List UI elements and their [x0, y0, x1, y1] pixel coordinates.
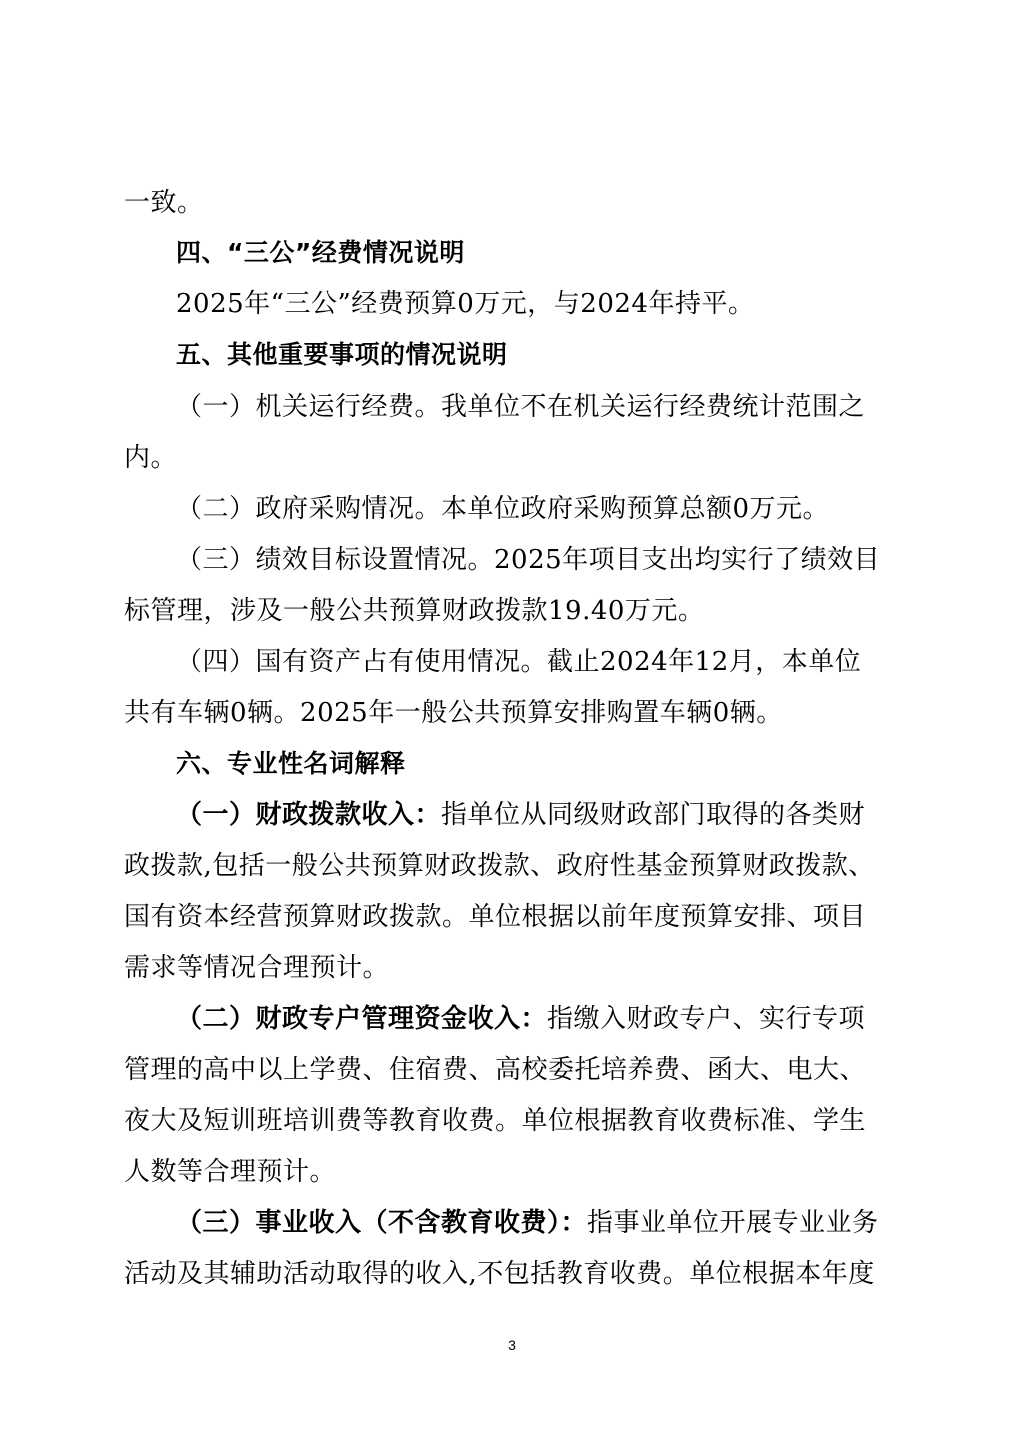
body-text-line: （一）机关运行经费。我单位不在机关运行经费统计范围之 [176, 392, 866, 422]
definition-term: （二）财政专户管理资金收入： [176, 1004, 548, 1034]
definition-text: 指缴入财政专户、实行专项 [547, 1004, 866, 1034]
definition-line [176, 798, 1024, 832]
body-text-line: 内。 [124, 443, 178, 473]
definition-term: （一）财政拨款收入： [176, 800, 442, 830]
body-text-line: （四）国有资产占有使用情况。截止2024年12月，本单位 [176, 647, 862, 677]
definition-term: （三）事业收入（不含教育收费）： [176, 1208, 588, 1238]
body-text-line: 夜大及短训班培训费等教育收费。单位根据教育收费标准、学生 [124, 1106, 867, 1136]
body-text-line: （三）绩效目标设置情况。2025年项目支出均实行了绩效目 [176, 545, 881, 575]
body-text-line: 2025年“三公”经费预算0万元，与2024年持平。 [176, 289, 755, 319]
body-text-line: 需求等情况合理预计。 [124, 953, 390, 983]
definition-line [176, 1206, 1024, 1240]
definition-text: 指事业单位开展专业业务 [587, 1208, 879, 1238]
section-heading-five: 五、其他重要事项的情况说明 [176, 340, 508, 369]
section-heading-four: 四、“三公”经费情况说明 [176, 238, 465, 267]
body-text-line: 人数等合理预计。 [124, 1157, 337, 1187]
body-text-line: 管理的高中以上学费、住宿费、高校委托培养费、函大、电大、 [124, 1055, 867, 1085]
body-text-line: 共有车辆0辆。2025年一般公共预算安排购置车辆0辆。 [124, 698, 783, 728]
body-text-line: （二）政府采购情况。本单位政府采购预算总额0万元。 [176, 494, 830, 524]
page-number: 3 [508, 1337, 516, 1353]
body-text-line: 标管理，涉及一般公共预算财政拨款19.40万元。 [124, 596, 705, 626]
definition-line [176, 1002, 1024, 1036]
definition-text: 指单位从同级财政部门取得的各类财 [441, 800, 866, 830]
body-text-line: 政拨款,包括一般公共预算财政拨款、政府性基金预算财政拨款、 [124, 851, 875, 881]
body-text-line: 一致。 [124, 188, 204, 218]
section-heading-six: 六、专业性名词解释 [176, 749, 406, 778]
body-text-line: 活动及其辅助活动取得的收入,不包括教育收费。单位根据本年度 [124, 1259, 875, 1289]
body-text-line: 国有资本经营预算财政拨款。单位根据以前年度预算安排、项目 [124, 902, 867, 932]
